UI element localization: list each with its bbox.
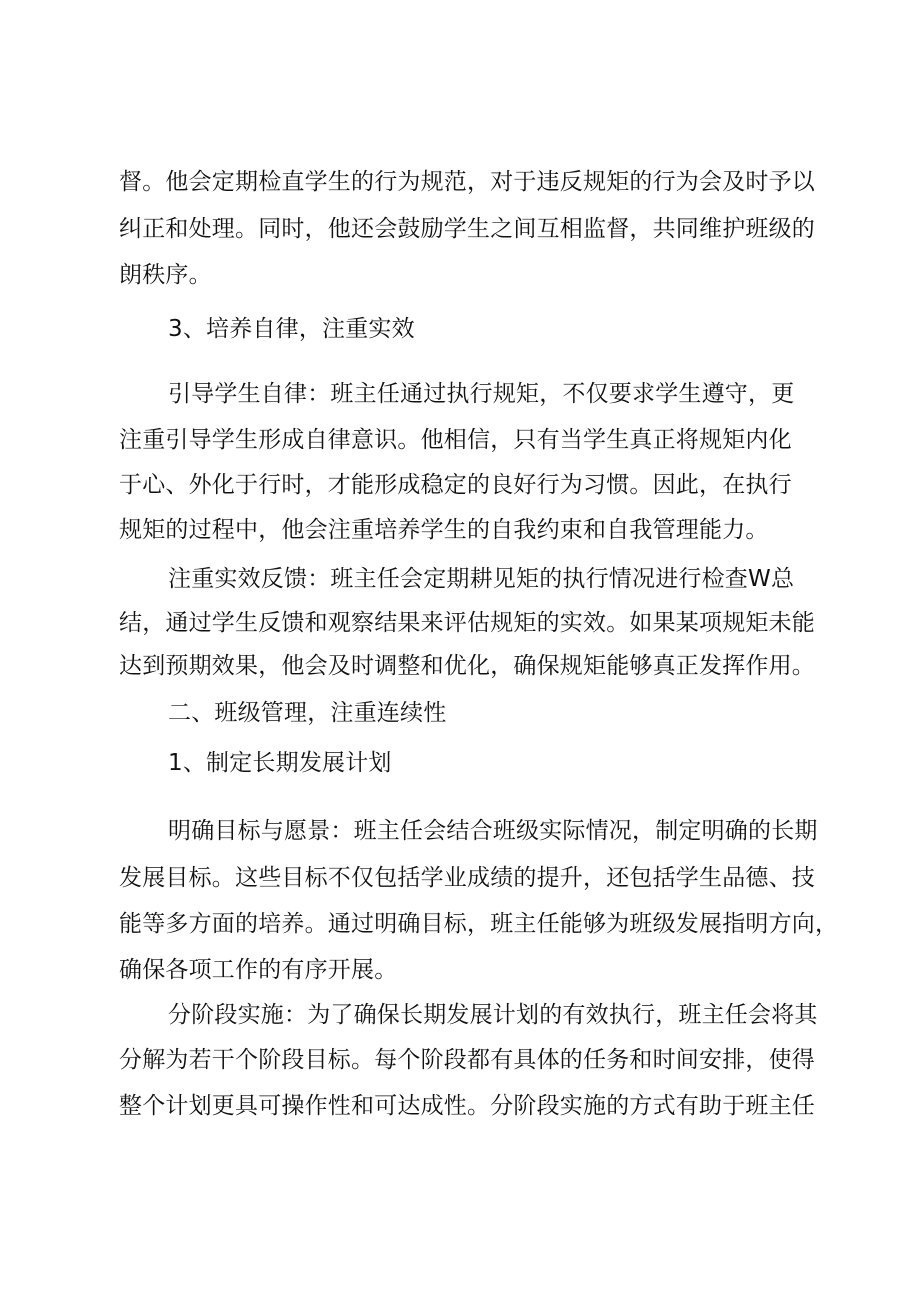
body-text-line: 督。他会定期检直学生的行为规范，对于违反规矩的行为会及时予以 bbox=[119, 169, 815, 195]
body-text-line: 达到预期效果，他会及时调整和优化，确保规矩能够真正发挥作用。 bbox=[119, 653, 815, 679]
section-heading: 二、班级管理，注重连续性 bbox=[168, 700, 447, 726]
body-text-line: 整个计划更具可操作性和可达成性。分阶段实施的方式有助于班主任 bbox=[119, 1093, 815, 1119]
body-text-line: 注重实效反馈：班主任会定期耕见矩的执行情况进行检查W总 bbox=[168, 566, 795, 592]
body-text-line: 于心、外化于行时，才能形成稳定的良好行为习惯。因此，在执行 bbox=[119, 472, 792, 498]
section-heading: 3、培养自律，注重实效 bbox=[168, 316, 415, 342]
body-text-line: 纠正和处理。同时，他还会鼓励学生之间互相监督，共同维护班级的 bbox=[119, 216, 815, 242]
body-text-line: 规矩的过程中，他会注重培养学生的自我约束和自我管理能力。 bbox=[119, 517, 769, 543]
body-text-line: 注重引导学生形成自律意识。他相信，只有当学生真正将规矩内化 bbox=[119, 427, 792, 453]
body-text-line: 结，通过学生反馈和观察结果来评估规矩的实效。如果某项规矩未能 bbox=[119, 610, 815, 636]
body-text-line: 明确目标与愿景：班主任会结合班级实际情况，制定明确的长期 bbox=[168, 818, 818, 844]
subsection-heading: 1、制定长期发展计划 bbox=[168, 750, 392, 776]
body-text-line: 引导学生自律：班主任通过执行规矩，不仅要求学生遵守，更 bbox=[168, 381, 795, 407]
body-text-line: 确保各项工作的有序开展。 bbox=[119, 957, 398, 983]
body-text-line: 朗秩序。 bbox=[119, 262, 212, 288]
body-text-line: 分解为若干个阶段目标。每个阶段都有具体的任务和时间安排，使得 bbox=[119, 1047, 815, 1073]
body-text-line: 发展目标。这些目标不仅包括学业成绩的提升，还包括学生品德、技 bbox=[119, 865, 815, 891]
body-text-line: 分阶段实施：为了确保长期发展计划的有效执行，班主任会将其 bbox=[168, 1002, 818, 1028]
body-text-line: 能等多方面的培养。通过明确目标，班主任能够为班级发展指明方向， bbox=[119, 911, 839, 937]
